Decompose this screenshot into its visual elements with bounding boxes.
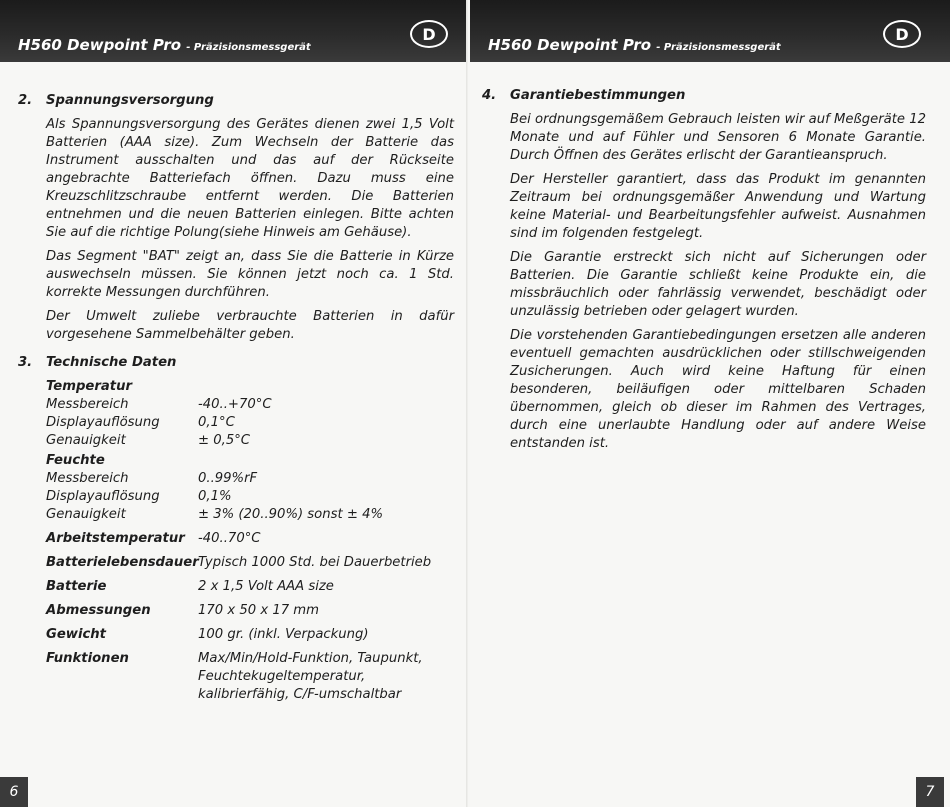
spec-value: 0..99%rF [198, 471, 258, 486]
header-title [488, 36, 781, 54]
paragraph: Bei ordnungsgemäßem Gebrauch leisten wir auf Meßgeräte 12 Monate und auf Fühler und Sensoren 6 Monate Garantie. Durch Öffnen des Gerätes erlischt der Garantieanspruch. [510, 112, 926, 163]
spec-value: 2 x 1,5 Volt AAA size [198, 579, 334, 594]
spec-row [46, 432, 454, 450]
spec-group-title: Temperatur [46, 379, 132, 394]
page-header [0, 0, 468, 62]
spec-row [46, 414, 454, 432]
product-name: H560 Dewpoint Pro [18, 36, 182, 54]
section-number: 4. [482, 88, 497, 103]
page-header [470, 0, 950, 62]
paragraph: Das Segment "BAT" zeigt an, dass Sie die Batterie in Kürze auswechseln müssen. Sie können jetzt noch ca. 1 Std. korrekte Messungen durchführen. [46, 249, 454, 300]
spec-row [46, 650, 454, 704]
paragraph: Der Hersteller garantiert, dass das Produkt im genannten Zeitraum bei ordnungsgemäßer Anwendung und Wartung keine Material- und Bearbeitungsfehler aufweist. Ausnahmen sind im folgenden festgelegt. [510, 172, 926, 241]
paragraph: Als Spannungsversorgung des Gerätes dienen zwei 1,5 Volt Batterien (AAA size). Zum Wechseln der Batterie das Instrument ausschalten und das auf der Rückseite angebrachte Batteriefach öffnen. Dazu muss eine Kreuzschlitzschraube entfernt werden. Die Batterien entnehmen und die neuen Batterien einlegen. Bitte achten Sie auf die richtige Polung(siehe Hinweis am Gehäuse). [46, 117, 454, 240]
spec-value: Max/Min/Hold-Funktion, Taupunkt, Feuchtekugeltemperatur, kalibrierfähig, C/F-umschaltbar [198, 651, 423, 702]
spec-value: 170 x 50 x 17 mm [198, 603, 319, 618]
product-name: H560 Dewpoint Pro [488, 36, 652, 54]
paragraph: Der Umwelt zuliebe verbrauchte Batterien in dafür vorgesehene Sammelbehälter geben. [46, 309, 454, 342]
spec-value: 0,1°C [198, 415, 235, 430]
spec-label: Messbereich [46, 397, 129, 412]
header-title [18, 36, 311, 54]
spec-row [46, 626, 454, 644]
spec-label: Genauigkeit [46, 507, 126, 522]
spec-row [46, 578, 454, 596]
left-page [0, 0, 468, 807]
spec-value: 100 gr. (inkl. Verpackung) [198, 627, 369, 642]
left-content [18, 92, 454, 704]
spec-label: Batterielebensdauer [46, 555, 199, 570]
spec-row [46, 530, 454, 548]
spec-label: Abmessungen [46, 603, 151, 618]
spec-group-title: Feuchte [46, 453, 105, 468]
spec-row [46, 602, 454, 620]
spec-row [46, 470, 454, 488]
section-heading [18, 354, 454, 372]
spec-value: ± 3% (20..90%) sonst ± 4% [198, 507, 384, 522]
spec-label: Displayauflösung [46, 489, 160, 504]
spec-row [46, 554, 454, 572]
spec-value: ± 0,5°C [198, 433, 251, 448]
section-title: Garantiebestimmungen [510, 88, 686, 103]
product-subtitle: - Präzisionsmessgerät [186, 42, 311, 53]
section-heading [18, 92, 454, 110]
spec-label: Batterie [46, 579, 107, 594]
spec-value: -40..70°C [198, 531, 261, 546]
spec-row [46, 396, 454, 414]
section-title: Spannungsversorgung [46, 93, 214, 108]
spec-table [46, 378, 454, 704]
spec-label: Arbeitstemperatur [46, 531, 185, 546]
product-subtitle: - Präzisionsmessgerät [656, 42, 781, 53]
spec-label: Messbereich [46, 471, 129, 486]
section-title: Technische Daten [46, 355, 177, 370]
language-badge: D [410, 20, 448, 48]
spec-label: Displayauflösung [46, 415, 160, 430]
page-number: 6 [0, 777, 28, 807]
paragraph: Die Garantie erstreckt sich nicht auf Sicherungen oder Batterien. Die Garantie schließt keine Produkte ein, die missbräuchlich oder fahrlässig verwendet, beschädigt oder unzulässig betrieben oder gelagert wurden. [510, 250, 926, 319]
right-page [470, 0, 950, 807]
spec-value: -40..+70°C [198, 397, 272, 412]
section-number: 2. [18, 93, 33, 108]
spec-value: Typisch 1000 Std. bei Dauerbetrieb [198, 555, 432, 570]
spec-label: Funktionen [46, 651, 129, 666]
section-number: 3. [18, 355, 33, 370]
spec-label: Genauigkeit [46, 433, 126, 448]
spec-value: 0,1% [198, 489, 232, 504]
paragraph: Die vorstehenden Garantiebedingungen ersetzen alle anderen eventuell gemachten ausdrücklichen oder stillschweigenden Zusicherungen. Auch wird keine Haftung für einen besonderen, beiläufigen oder mittelbaren Schaden übernommen, gleich ob dieser im Rahmen des Vertrages, durch eine unerlaubte Handlung oder auf andere Weise entstanden ist. [510, 328, 926, 451]
right-content [482, 87, 926, 459]
page-number: 7 [916, 777, 944, 807]
spec-row [46, 488, 454, 506]
language-badge: D [883, 20, 921, 48]
section-heading [482, 87, 926, 105]
spec-label: Gewicht [46, 627, 106, 642]
spec-row [46, 506, 454, 524]
